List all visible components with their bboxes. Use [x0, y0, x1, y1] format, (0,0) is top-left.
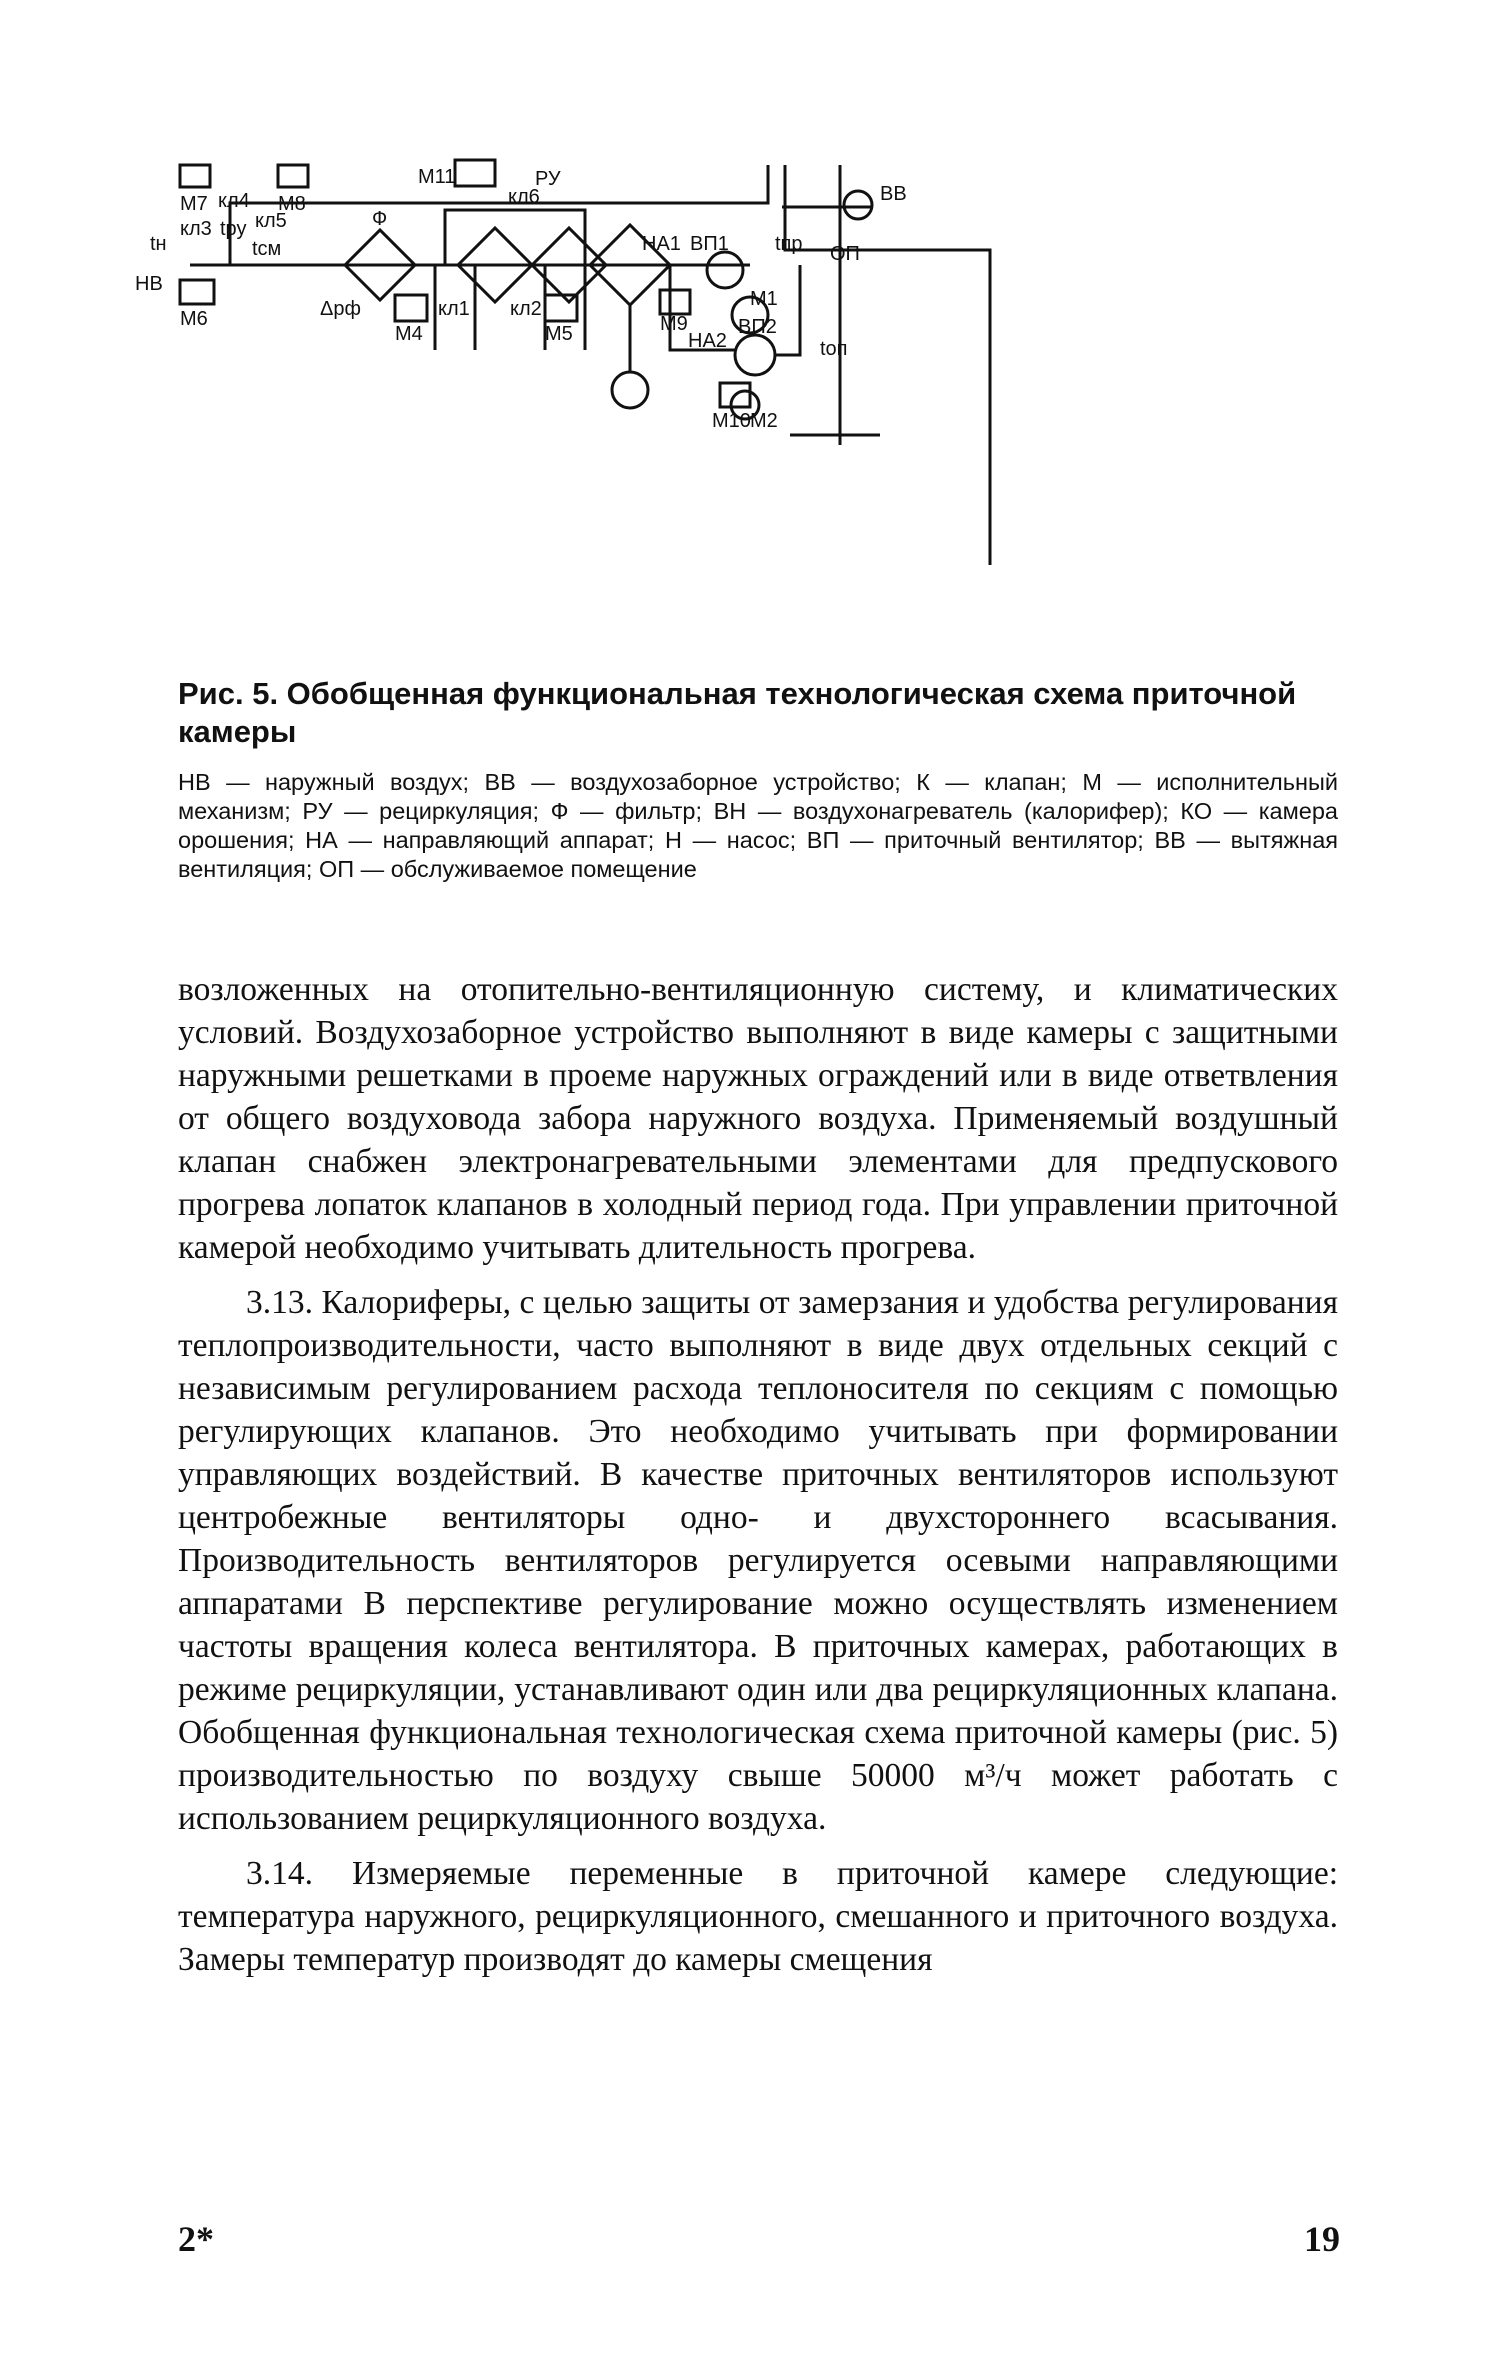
paragraph-1: возложенных на отопительно-вентиляционную систему, и климатических условий. Воздухозаборное устройство выполняют в виде камеры с защитными наружными решетками в проеме наружных ограждений или в виде ответвления от общего воздуховода забора наружного воздуха. Применяемый воздушный клапан снабжен электронагревательными элементами для предпускового прогрева лопаток клапанов в холодный период года. При управлении приточной камерой необходимо учитывать длительность прогрева.: [178, 971, 1338, 1266]
label-m11: М11: [418, 166, 456, 188]
label-kl3: кл3: [180, 218, 212, 240]
label-kl6: кл6: [508, 186, 540, 208]
label-m10: М10: [712, 410, 751, 432]
label-m4: М4: [395, 323, 423, 345]
page-number: 19: [1304, 2219, 1340, 2259]
label-kl5: кл5: [255, 210, 287, 232]
label-m6: М6: [180, 308, 208, 330]
label-m8: М8: [278, 193, 306, 215]
label-ru: РУ: [535, 168, 561, 190]
body-text: [178, 968, 1338, 1993]
label-tru: tру: [220, 218, 247, 240]
label-vp1: ВП1: [690, 233, 729, 255]
paragraph-2: 3.13. Калориферы, с целью защиты от замерзания и удобства регулирования теплопроизводительности, часто выполняют в виде двух отдельных секций с независимым регулированием расхода теплоносителя по секциям с помощью регулирующих клапанов. Это необходимо учитывать при формировании управляющих воздействий. В качестве приточных вентиляторов используют центробежные вентиляторы одно- и двухстороннего всасывания. Производительность вентиляторов регулируется осевыми направляющими аппаратами В перспективе регулирование можно осуществлять изменением частоты вращения колеса вентилятора. В приточных камерах, работающих в режиме рециркуляции, устанавливают один или два рециркуляционных клапана. Обобщенная функциональная технологическая схема приточной камеры (рис. 5) производительностью по воздуху свыше 50000 м³/ч может работать с использованием рециркуляционного воздуха.: [178, 1284, 1338, 1837]
label-na1: НА1: [642, 233, 681, 255]
label-vp2: ВП2: [738, 316, 777, 338]
label-kl4: кл4: [218, 190, 250, 212]
label-na2: НА2: [688, 330, 727, 352]
paragraph-3: 3.14. Измеряемые переменные в приточной камере следующие: температура наружного, рециркуляционного, смешанного и приточного воздуха. Замеры температур производят до камеры смещения: [178, 1855, 1338, 1978]
label-m9: М9: [660, 313, 688, 335]
label-tpr: tпр: [775, 233, 803, 255]
label-tn: tн: [150, 233, 167, 255]
label-m5: М5: [545, 323, 573, 345]
label-op: ОП: [830, 243, 860, 265]
functional-scheme-diagram: [135, 165, 1340, 655]
label-m1: М1: [750, 288, 778, 310]
signature-mark: 2*: [178, 2219, 214, 2259]
label-kl1: кл1: [438, 298, 470, 320]
figure-caption: Рис. 5. Обобщенная функциональная технологическая схема приточной камеры: [178, 676, 1297, 749]
label-m2: М2: [750, 410, 778, 432]
label-nv: НВ: [135, 273, 163, 295]
label-m7: М7: [180, 193, 208, 215]
label-top: tоп: [820, 338, 848, 360]
label-kl2: кл2: [510, 298, 542, 320]
label-drf: Δpф: [320, 298, 361, 320]
label-tsm: tсм: [252, 238, 282, 260]
label-vv: ВВ: [880, 183, 907, 205]
label-f: Ф: [372, 208, 388, 230]
figure-legend: НВ — наружный воздух; ВВ — воздухозаборное устройство; К — клапан; М — исполнительный механизм; РУ — рециркуляция; Ф — фильтр; ВН — воздухонагреватель (калорифер); КО — камера орошения; НА — направляющий аппарат; Н — насос; ВП — приточный вентилятор; ВВ — вытяжная вентиляция; ОП — обслуживаемое помещение: [178, 769, 1338, 882]
